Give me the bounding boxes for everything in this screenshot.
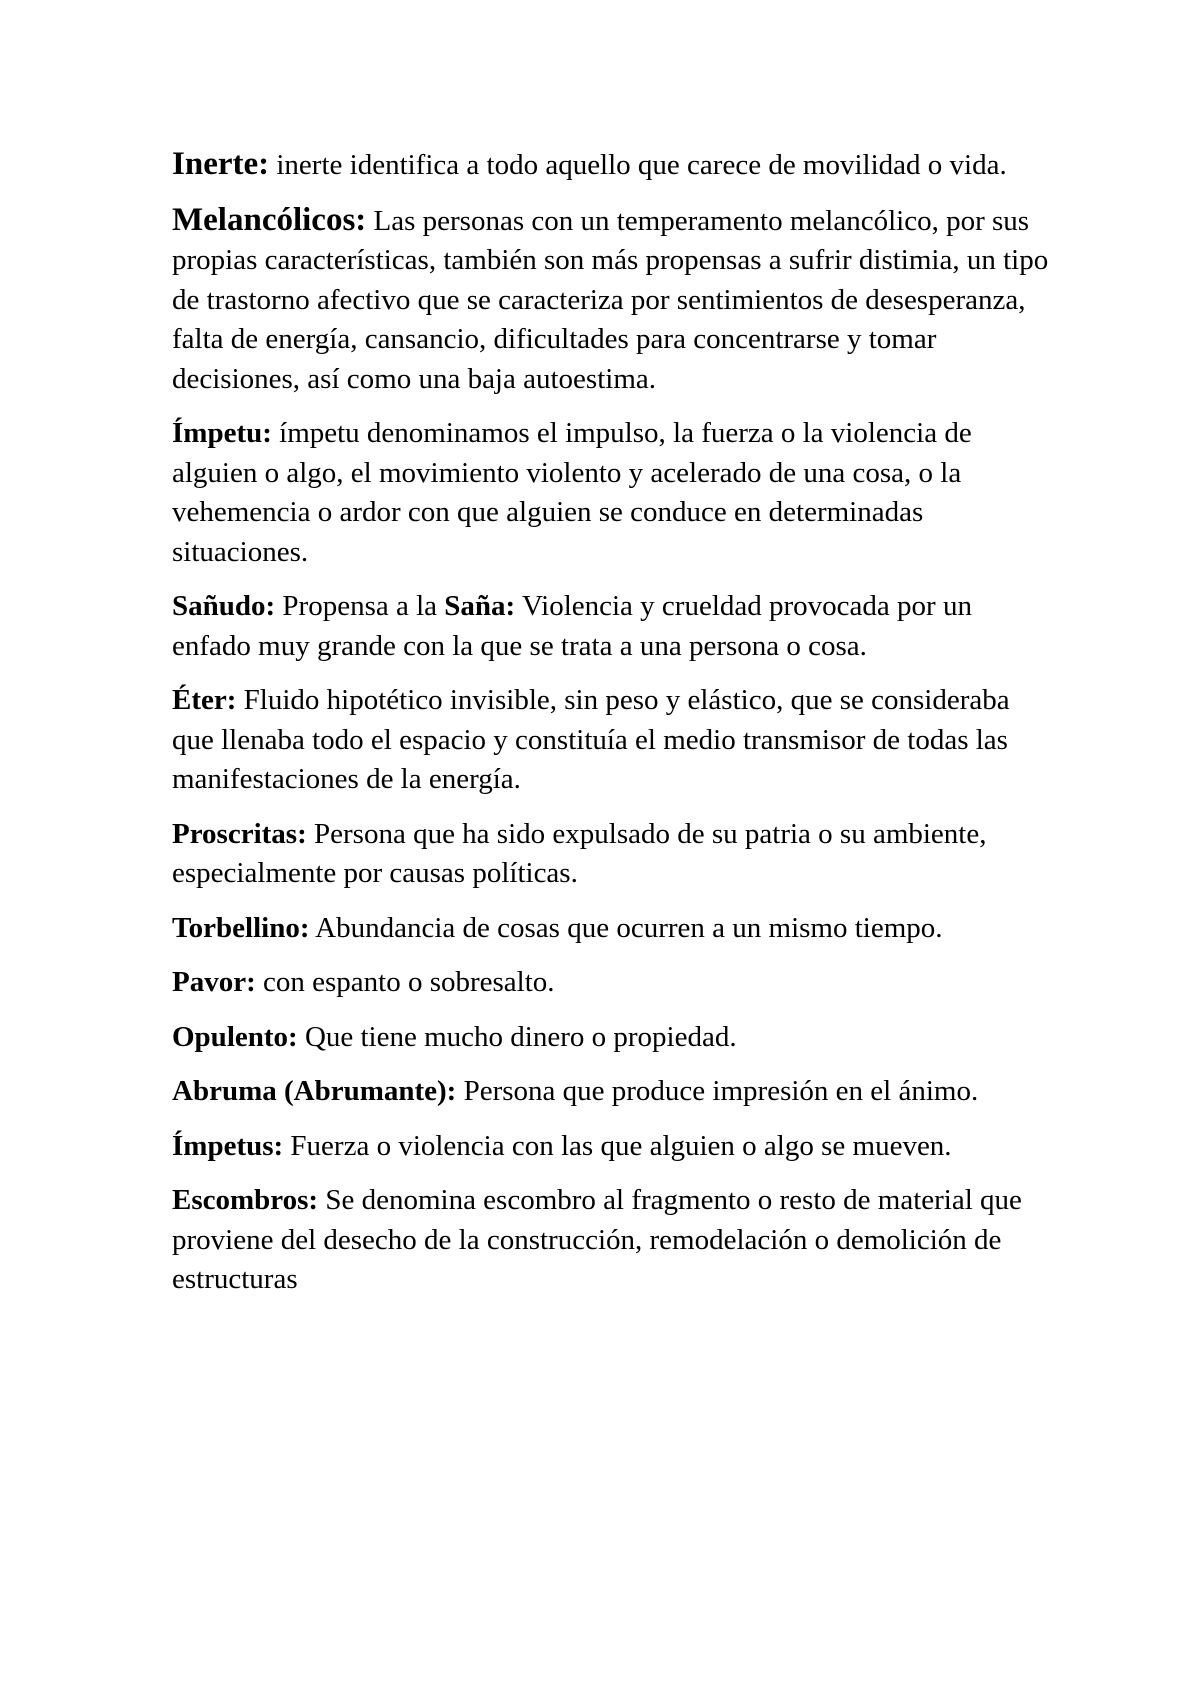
definition-sana: Violencia y crueldad provocada por un enfado muy grande con la que se trata a una persona o cosa. (172, 590, 972, 662)
definition: Se denomina escombro al fragmento o resto de material que proviene del desecho de la construcción, remodelación o demolición de estructuras (172, 1184, 1022, 1295)
term: Sañudo: (172, 590, 276, 622)
entry-pavor (172, 963, 1052, 1003)
term: Opulento: (172, 1020, 298, 1053)
definition: inerte identifica a todo aquello que carece de movilidad o vida. (269, 149, 1007, 181)
term: Éter: (172, 684, 237, 716)
entry-impetu (172, 414, 1052, 572)
definition: Fluido hipotético invisible, sin peso y elástico, que se consideraba que llenaba todo el espacio y constituía el medio transmisor de todas las manifestaciones de la energía. (172, 684, 1010, 795)
definition: Abundancia de cosas que ocurren a un mismo tiempo. (309, 911, 943, 944)
definition: Propensa a la (275, 590, 445, 622)
term: Abruma (Abrumante): (172, 1075, 457, 1107)
definition: ímpetu denominamos el impulso, la fuerza o la violencia de alguien o algo, el movimiento violento y acelerado de una cosa, o la vehemencia o ardor con que alguien se conduce en determinadas situaciones. (172, 417, 972, 568)
entry-escombros (172, 1181, 1052, 1300)
term: Inerte: (172, 146, 270, 182)
entry-torbellino (172, 909, 1052, 949)
definition: Fuerza o violencia con las que alguien o algo se mueven. (283, 1129, 952, 1162)
entry-opulento (172, 1018, 1052, 1058)
definition: Que tiene mucho dinero o propiedad. (297, 1020, 737, 1053)
entry-melancolicos (172, 201, 1052, 400)
entry-inerte (172, 145, 1052, 186)
term: Ímpetus: (172, 1129, 284, 1162)
entry-proscritas (172, 815, 1052, 894)
definition: Las personas con un temperamento melancólico, por sus propias características, también son más propensas a sufrir distimia, un tipo de trastorno afectivo que se caracteriza por sentimientos de desesperanza, falta de energía, cansancio, dificultades para concentrarse y tomar decisiones, así como una baja autoestima. (172, 204, 1049, 395)
entry-eter (172, 681, 1052, 800)
definition: Persona que ha sido expulsado de su patria o su ambiente, especialmente por causas políticas. (172, 817, 987, 889)
entry-impetus (172, 1127, 1052, 1167)
term: Torbellino: (172, 911, 310, 944)
entry-abruma (172, 1072, 1052, 1112)
definition: con espanto o sobresalto. (255, 966, 555, 998)
term: Escombros: (172, 1184, 319, 1216)
term: Melancólicos: (172, 201, 367, 238)
definition: Persona que produce impresión en el ánimo. (456, 1075, 979, 1107)
glossary (172, 145, 1052, 1315)
term-sana: Saña: (444, 590, 516, 622)
term: Pavor: (172, 966, 256, 998)
term: Ímpetu: (172, 417, 272, 449)
term: Proscritas: (172, 817, 307, 850)
entry-sanudo (172, 587, 1052, 666)
